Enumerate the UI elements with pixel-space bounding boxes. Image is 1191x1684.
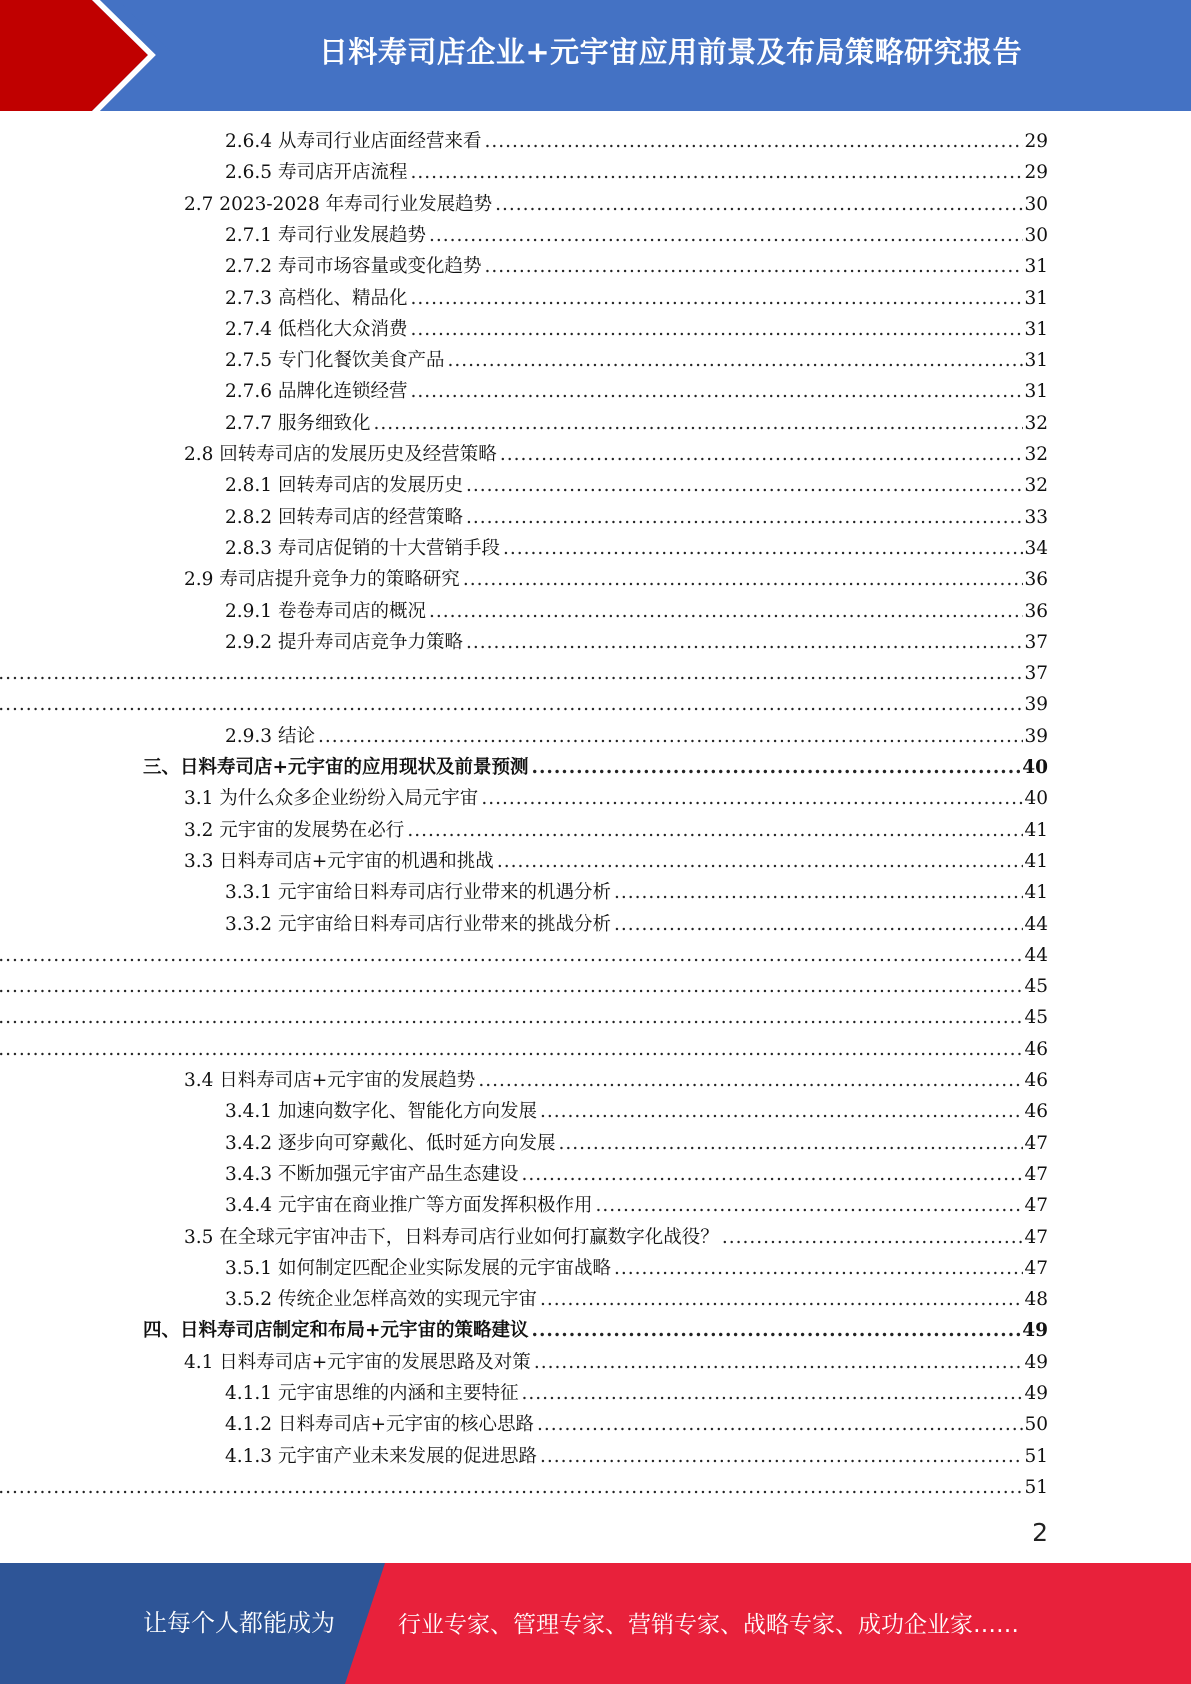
toc-entry[interactable] [225, 471, 1048, 502]
toc-entry-title: 3.4 日料寿司店+元宇宙的发展趋势 [184, 1070, 476, 1091]
toc-dot-leader [429, 601, 1023, 622]
toc-entry-page: 44 [1024, 944, 1048, 966]
toc-entry-title: 4.1.2 日料寿司店+元宇宙的核心思路 [225, 1414, 534, 1436]
toc-entry-title: 3.4.1 加速向数字化、智能化方向发展 [225, 1101, 537, 1123]
toc-entry[interactable] [225, 1129, 1048, 1160]
toc-entry-page: 39 [1024, 725, 1048, 747]
toc-entry-page: 45 [1024, 976, 1048, 998]
toc-entry[interactable] [0, 1035, 1048, 1066]
toc-entry-page: 31 [1024, 287, 1048, 309]
toc-entry-page: 29 [1024, 162, 1048, 184]
toc-entry-title: 3.4.3 不断加强元宇宙产品生态建设 [225, 1163, 519, 1185]
toc-dot-leader [478, 1070, 1023, 1091]
toc-dot-leader [447, 350, 1023, 371]
toc-dot-leader [614, 914, 1023, 935]
toc-dot-leader [0, 945, 1023, 966]
toc-entry-page: 45 [1024, 1007, 1048, 1029]
toc-entry[interactable] [184, 847, 1048, 878]
toc-entry-page: 46 [1024, 1070, 1048, 1091]
toc-entry-page: 47 [1024, 1195, 1048, 1217]
toc-dot-leader [410, 381, 1023, 402]
toc-entry-page: 44 [1024, 913, 1048, 935]
toc-entry-title: 2.9.3 结论 [225, 725, 315, 747]
page-title: 日料寿司店企业+元宇宙应用前景及布局策略研究报告 [318, 35, 1023, 69]
page-number: 2 [1032, 1518, 1048, 1547]
toc-entry[interactable] [225, 284, 1048, 315]
toc-entry[interactable] [184, 1066, 1048, 1097]
toc-dot-leader [466, 475, 1023, 496]
footer-slogan-right: 行业专家、管理专家、营销专家、战略专家、成功企业家…… [398, 1612, 1019, 1638]
toc-entry-page: 39 [1024, 694, 1048, 716]
toc-entry[interactable] [184, 190, 1048, 221]
toc-entry[interactable] [143, 753, 1048, 784]
toc-entry-title: 三、日料寿司店+元宇宙的应用现状及前景预测 [143, 757, 529, 778]
toc-entry-page: 36 [1024, 569, 1048, 591]
toc-entry[interactable] [225, 910, 1048, 941]
toc-entry[interactable] [225, 377, 1048, 408]
toc-entry-title: 3.3 日料寿司店+元宇宙的机遇和挑战 [184, 850, 494, 872]
toc-entry-page: 51 [1024, 1476, 1048, 1498]
toc-entry-title: 2.7.2 寿司市场容量或变化趋势 [225, 256, 482, 278]
page-header [0, 0, 1191, 111]
toc-entry-title: 3.4.2 逐步向可穿戴化、低时延方向发展 [225, 1132, 556, 1154]
toc-entry-title: 3.4.4 元宇宙在商业推广等方面发挥积极作用 [225, 1195, 593, 1217]
toc-entry[interactable] [184, 1348, 1048, 1379]
toc-entry-title: 4.1.3 元宇宙产业未来发展的促进思路 [225, 1445, 537, 1467]
toc-entry-title: 2.9 寿司店提升竞争力的策略研究 [184, 569, 460, 591]
toc-entry-page: 34 [1024, 537, 1048, 559]
toc-dot-leader [410, 162, 1023, 183]
toc-dot-leader [595, 1195, 1023, 1216]
toc-entry-page: 30 [1024, 193, 1048, 215]
toc-dot-leader [495, 194, 1023, 215]
toc-dot-leader [484, 131, 1023, 152]
toc-entry-page: 30 [1024, 224, 1048, 246]
toc-entry[interactable] [225, 1191, 1048, 1222]
toc-entry-page: 48 [1024, 1289, 1048, 1311]
toc-entry[interactable] [225, 503, 1048, 534]
toc-entry-page: 31 [1024, 318, 1048, 340]
toc-dot-leader [0, 1007, 1023, 1028]
toc-dot-leader [463, 569, 1024, 590]
toc-entry-page: 41 [1024, 850, 1048, 872]
toc-entry-title: 2.7.3 高档化、精品化 [225, 287, 408, 309]
toc-entry-title: 4.1 日料寿司店+元宇宙的发展思路及对策 [184, 1351, 531, 1373]
toc-dot-leader [540, 1101, 1023, 1122]
toc-entry-title: 3.3.2 元宇宙给日料寿司店行业带来的挑战分析 [225, 913, 611, 935]
toc-entry-title: 3.1 为什么众多企业纷纷入局元宇宙 [184, 788, 479, 810]
toc-entry[interactable] [184, 816, 1048, 847]
toc-entry-title: 2.6.5 寿司店开店流程 [225, 162, 408, 184]
toc-dot-leader [410, 288, 1023, 309]
toc-entry-title: 2.8 回转寿司店的发展历史及经营策略 [184, 444, 497, 465]
toc-dot-leader [0, 694, 1023, 715]
toc-entry-title: 2.9.1 卷卷寿司店的概况 [225, 600, 426, 622]
toc-entry-title: 3.3.1 元宇宙给日料寿司店行业带来的机遇分析 [225, 882, 611, 904]
toc-entry-title: 2.7 2023-2028 年寿司行业发展趋势 [184, 193, 493, 215]
toc-entry-page: 31 [1024, 381, 1048, 403]
toc-entry[interactable] [225, 722, 1048, 753]
toc-entry[interactable] [184, 565, 1048, 596]
toc-entry[interactable] [184, 440, 1048, 471]
toc-entry-page: 40 [1022, 757, 1048, 778]
toc-entry[interactable] [225, 1410, 1048, 1441]
toc-entry-title: 2.7.6 品牌化连锁经营 [225, 381, 408, 403]
toc-entry-page: 51 [1024, 1445, 1048, 1467]
toc-entry-title: 2.8.3 寿司店促销的十大营销手段 [225, 537, 500, 559]
toc-dot-leader [540, 1446, 1023, 1467]
toc-dot-leader [466, 632, 1023, 653]
toc-entry[interactable] [225, 1160, 1048, 1191]
toc-entry-page: 47 [1024, 1163, 1048, 1185]
toc-entry[interactable] [225, 252, 1048, 283]
toc-entry[interactable] [225, 1285, 1048, 1316]
toc-entry-page: 37 [1024, 663, 1048, 685]
toc-entry-title: 四、日料寿司店制定和布局+元宇宙的策略建议 [143, 1320, 529, 1342]
toc-dot-leader [429, 225, 1023, 246]
toc-entry-page: 31 [1024, 350, 1048, 372]
toc-entry-page: 47 [1024, 1257, 1048, 1279]
toc-entry-page: 32 [1024, 444, 1048, 465]
toc-entry[interactable] [225, 1097, 1048, 1128]
toc-entry-page: 29 [1024, 131, 1048, 152]
toc-dot-leader [0, 1039, 1023, 1060]
toc-entry-title: 4.1.1 元宇宙思维的内涵和主要特征 [225, 1383, 519, 1404]
toc-entry-page: 46 [1024, 1101, 1048, 1123]
toc-dot-leader [532, 757, 1022, 778]
toc-entry-page: 40 [1024, 788, 1048, 810]
toc-dot-leader [481, 788, 1023, 809]
toc-entry[interactable] [225, 127, 1048, 158]
toc-entry[interactable] [225, 597, 1048, 628]
toc-entry-title: 3.5 在全球元宇宙冲击下，日料寿司店行业如何打赢数字化战役？ [184, 1226, 719, 1248]
toc-dot-leader [466, 507, 1023, 528]
toc-entry-page: 32 [1024, 475, 1048, 497]
toc-dot-leader [614, 882, 1023, 903]
toc-entry[interactable] [225, 878, 1048, 909]
toc-entry[interactable] [143, 1316, 1048, 1347]
toc-entry-page: 37 [1024, 631, 1048, 653]
toc-entry-page: 32 [1024, 412, 1048, 434]
toc-entry[interactable] [0, 659, 1048, 690]
toc-entry[interactable] [225, 628, 1048, 659]
toc-dot-leader [0, 663, 1023, 684]
toc-entry-page: 31 [1024, 256, 1048, 278]
toc-dot-leader [537, 1414, 1023, 1435]
toc-entry[interactable] [0, 972, 1048, 1003]
toc-dot-leader [410, 319, 1023, 340]
toc-dot-leader [500, 444, 1024, 465]
toc-entry-page: 41 [1024, 819, 1048, 841]
toc-entry[interactable] [225, 1442, 1048, 1473]
toc-entry[interactable] [225, 534, 1048, 565]
toc-dot-leader [722, 1227, 1024, 1248]
toc-entry[interactable] [225, 409, 1048, 440]
toc-dot-leader [534, 1352, 1024, 1373]
toc-entry[interactable] [0, 941, 1048, 972]
toc-entry-page: 49 [1024, 1351, 1048, 1373]
toc-dot-leader [0, 976, 1023, 997]
toc-entry-title: 2.7.5 专门化餐饮美食产品 [225, 350, 445, 372]
toc-entry-title: 3.2 元宇宙的发展势在必行 [184, 819, 405, 841]
toc-entry-title: 3.5.2 传统企业怎样高效的实现元宇宙 [225, 1289, 537, 1311]
toc-entry-page: 49 [1024, 1383, 1048, 1404]
toc-entry-title: 2.8.2 回转寿司店的经营策略 [225, 506, 463, 528]
toc-entry[interactable] [0, 1473, 1048, 1504]
footer-slogan-left: 让每个人都能成为 [143, 1609, 335, 1637]
toc-dot-leader [407, 820, 1023, 841]
toc-entry[interactable] [225, 346, 1048, 377]
toc-entry[interactable] [225, 315, 1048, 346]
toc-entry-title: 2.9.2 提升寿司店竞争力策略 [225, 631, 463, 653]
toc-entry-page: 33 [1024, 506, 1048, 528]
toc-dot-leader [497, 851, 1024, 872]
toc-entry[interactable] [184, 1223, 1048, 1254]
toc-entry-title: 2.7.4 低档化大众消费 [225, 318, 408, 340]
toc-entry[interactable] [225, 1379, 1048, 1410]
toc-entry-title: 3.5.1 如何制定匹配企业实际发展的元宇宙战略 [225, 1257, 611, 1279]
toc-dot-leader [318, 726, 1024, 747]
toc-entry-page: 46 [1024, 1038, 1048, 1060]
toc-entry-page: 47 [1024, 1132, 1048, 1154]
toc-entry[interactable] [225, 158, 1048, 189]
toc-dot-leader [614, 1258, 1023, 1279]
toc-dot-leader [521, 1383, 1023, 1404]
toc-entry-page: 41 [1024, 882, 1048, 904]
toc-entry[interactable] [225, 1254, 1048, 1285]
toc-entry-title: 2.7.1 寿司行业发展趋势 [225, 224, 426, 246]
toc-dot-leader [558, 1133, 1023, 1154]
toc-dot-leader [532, 1320, 1022, 1341]
toc-dot-leader [521, 1164, 1023, 1185]
toc-entry-page: 36 [1024, 600, 1048, 622]
toc-dot-leader [373, 413, 1023, 434]
toc-entry-title: 2.6.4 从寿司行业店面经营来看 [225, 131, 482, 152]
toc-dot-leader [0, 1477, 1023, 1498]
toc-entry-page: 49 [1022, 1320, 1048, 1342]
toc-entry-title: 2.8.1 回转寿司店的发展历史 [225, 475, 463, 497]
toc-entry-page: 50 [1024, 1414, 1048, 1436]
toc-entry[interactable] [225, 221, 1048, 252]
toc-entry[interactable] [0, 690, 1048, 721]
toc-dot-leader [540, 1289, 1023, 1310]
toc-entry-title: 2.7.7 服务细致化 [225, 412, 371, 434]
toc-dot-leader [503, 538, 1023, 559]
toc-entry-page: 47 [1024, 1226, 1048, 1248]
toc-dot-leader [484, 256, 1023, 277]
toc-entry[interactable] [0, 1003, 1048, 1034]
toc-entry[interactable] [184, 784, 1048, 815]
